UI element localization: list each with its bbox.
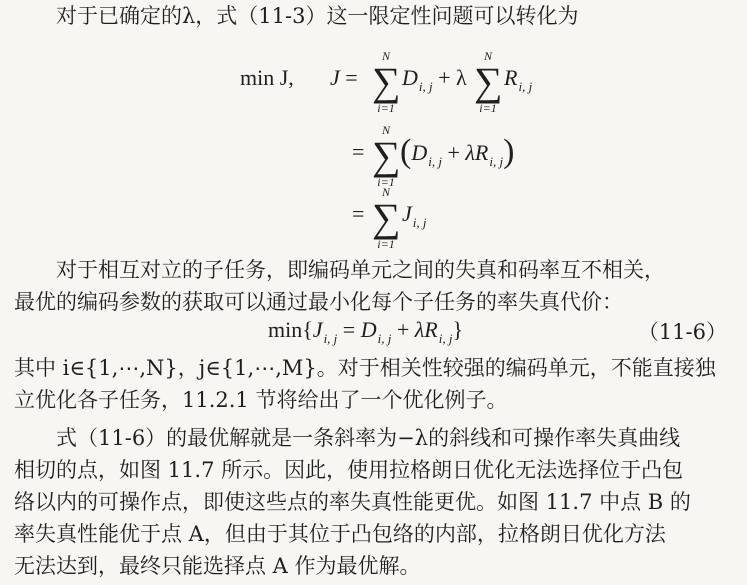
paragraph-1-line-1: 对于已确定的λ，式（11-3）这一限定性问题可以转化为 (56, 4, 579, 28)
paragraph-4-line-2: 相切的点，如图 11.7 所示。因此，使用拉格朗日优化无法选择位于凸包 (14, 458, 684, 482)
eq1-row1-R: $R_{i, j}$ (504, 65, 533, 94)
sum-symbol-4: N ∑ i=1 (372, 185, 401, 251)
eq1-row3-eq: = (352, 201, 365, 226)
equation-number: （11-6） (637, 320, 727, 344)
paragraph-4-line-1: 式（11-6）的最优解就是一条斜率为−λ的斜线和可操作率失真曲线 (56, 426, 681, 450)
paragraph-2-line-1: 对于相互对立的子任务，即编码单元之间的失真和码率互不相关， (56, 258, 665, 282)
sum-symbol-2: N ∑ i=1 (474, 49, 503, 115)
eq1-row1-terms: $D_{i, j} + \lambda$ (402, 65, 467, 94)
paragraph-4-line-4: 率失真性能优于点 A，但由于其位于凸包络的内部，拉格朗日优化方法 (14, 522, 666, 546)
sum-symbol-1: N ∑ i=1 (372, 49, 401, 115)
paragraph-3-line-2: 立优化各子任务，11.2.1 节将给出了一个优化例子。 (14, 388, 508, 412)
sum-symbol-3: N ∑ i=1 (372, 123, 401, 189)
eq1-row3-J: $J_{i, j}$ (402, 201, 427, 230)
paragraph-4-line-3: 络以内的可操作点，即使这些点的率失真性能更优。如图 11.7 中点 B 的 (14, 490, 691, 514)
eq1-row2-terms: $(D_{i, j} + \lambda R_{i, j})$ (400, 133, 515, 170)
eq1-row2-eq: = (352, 139, 365, 164)
eq1-min-label: min J, (240, 65, 294, 90)
paragraph-2-line-2: 最优的编码参数的获取可以通过最小化每个子任务的率失真代价： (14, 290, 623, 314)
paragraph-3-line-1: 其中 i∈{1,⋯,N}，j∈{1,⋯,M}。对于相关性较强的编码单元，不能直接独 (14, 356, 716, 380)
eq1-J-lhs: J = (330, 65, 358, 90)
paragraph-4-line-5: 无法达到，最终只能选择点 A 作为最优解。 (14, 554, 421, 578)
equation-11-6: $\min\{J_{i, j} = D_{i, j} + \lambda R_{i, j}\}$ (268, 317, 464, 346)
